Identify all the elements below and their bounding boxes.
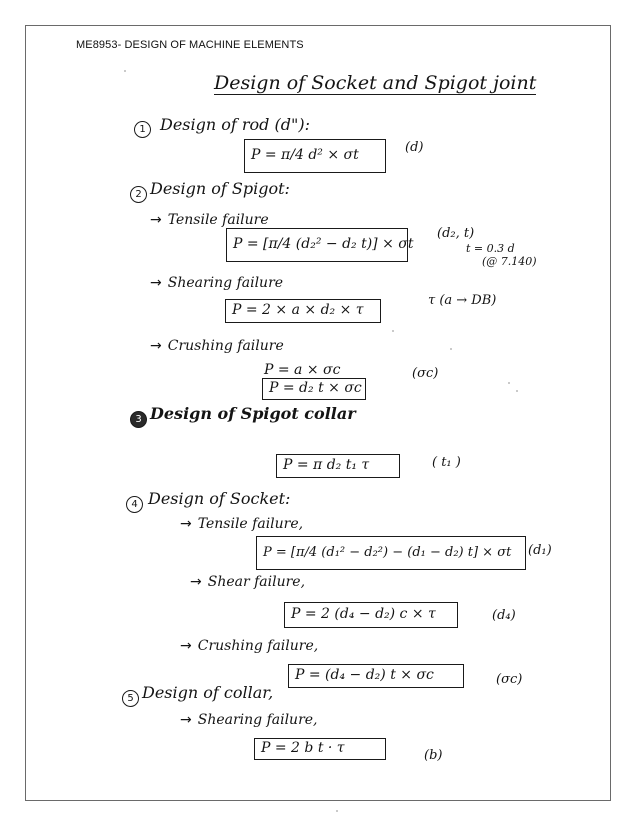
label-shearing-spigot: [150, 275, 283, 291]
equation-socket-shear: P = 2 (d₄ − d₂) c × τ: [284, 602, 458, 628]
label-shearing-collar: [180, 712, 318, 728]
scan-speckle: [336, 810, 338, 812]
note-socket-shear: (d₄): [492, 608, 516, 623]
section-number: 1: [134, 121, 151, 138]
section-heading-collar: Design of collar,: [142, 683, 274, 702]
equation-spigot-crushing-1: P = a × σc: [264, 362, 341, 378]
equation-socket-crushing: P = (d₄ − d₂) t × σc: [288, 664, 464, 688]
scan-speckle: [508, 382, 510, 384]
scan-speckle: [450, 348, 452, 350]
page-header: ME8953- DESIGN OF MACHINE ELEMENTS: [76, 39, 304, 51]
label-text: Crushing failure,: [197, 638, 319, 654]
label-tensile-spigot: [150, 212, 269, 228]
note-socket-tensile: (d₁): [528, 543, 552, 558]
equation-spigot-crushing-2: P = d₂ t × σc: [262, 378, 366, 400]
label-tensile-socket: [180, 516, 303, 532]
title-text: Design of Socket and Spigot joint: [214, 72, 537, 94]
section-number: 2: [130, 186, 147, 203]
note-collar-shearing: (b): [424, 748, 443, 763]
label-text: Shearing failure,: [197, 712, 318, 728]
section-number: 3: [130, 411, 147, 428]
page-title: [214, 72, 536, 94]
section-number: 4: [126, 496, 143, 513]
equation-collar-shearing: P = 2 b t · τ: [254, 738, 386, 760]
section-heading-spigot-collar: Design of Spigot collar: [150, 404, 356, 423]
scan-speckle: [124, 70, 126, 72]
arrow-icon: →: [180, 638, 192, 654]
equation-rod: P = π/4 d² × σt: [244, 139, 386, 173]
section-number: 5: [122, 690, 139, 707]
note-spigot-crushing: (σc): [412, 366, 439, 381]
arrow-icon: →: [180, 516, 192, 532]
scan-speckle: [516, 390, 518, 392]
note-collar: ( t₁ ): [432, 455, 461, 470]
label-text: Shearing failure: [167, 275, 284, 291]
equation-spigot-tensile: P = [π/4 (d₂² − d₂ t)] × σt: [226, 228, 408, 262]
note-spigot-shearing: τ (a → DB): [428, 293, 497, 308]
arrow-icon: →: [190, 574, 202, 590]
label-crushing-spigot: [150, 338, 284, 354]
label-text: Shear failure,: [207, 574, 306, 590]
section-heading-rod: Design of rod (d"):: [160, 115, 310, 134]
section-heading-socket: Design of Socket:: [148, 489, 291, 508]
label-crushing-socket: [180, 638, 318, 654]
arrow-icon: →: [150, 338, 162, 354]
arrow-icon: →: [180, 712, 192, 728]
note-spigot-tensile: (d₂, t): [437, 226, 475, 241]
note-spigot-thickness: t = 0.3 d: [466, 242, 515, 255]
arrow-icon: →: [150, 212, 162, 228]
note-spigot-ref: (@ 7.140): [482, 255, 537, 268]
equation-collar: P = π d₂ t₁ τ: [276, 454, 400, 478]
arrow-icon: →: [150, 275, 162, 291]
label-text: Crushing failure: [167, 338, 284, 354]
scan-speckle: [392, 330, 394, 332]
label-shear-socket: [190, 574, 305, 590]
equation-spigot-shearing: P = 2 × a × d₂ × τ: [225, 299, 381, 323]
section-heading-spigot: Design of Spigot:: [150, 179, 290, 198]
label-text: Tensile failure,: [197, 516, 304, 532]
equation-socket-tensile: P = [π/4 (d₁² − d₂²) − (d₁ − d₂) t] × σt: [256, 536, 526, 570]
note-rod: (d): [405, 140, 424, 155]
label-text: Tensile failure: [167, 212, 269, 228]
note-socket-crushing: (σc): [496, 672, 523, 687]
